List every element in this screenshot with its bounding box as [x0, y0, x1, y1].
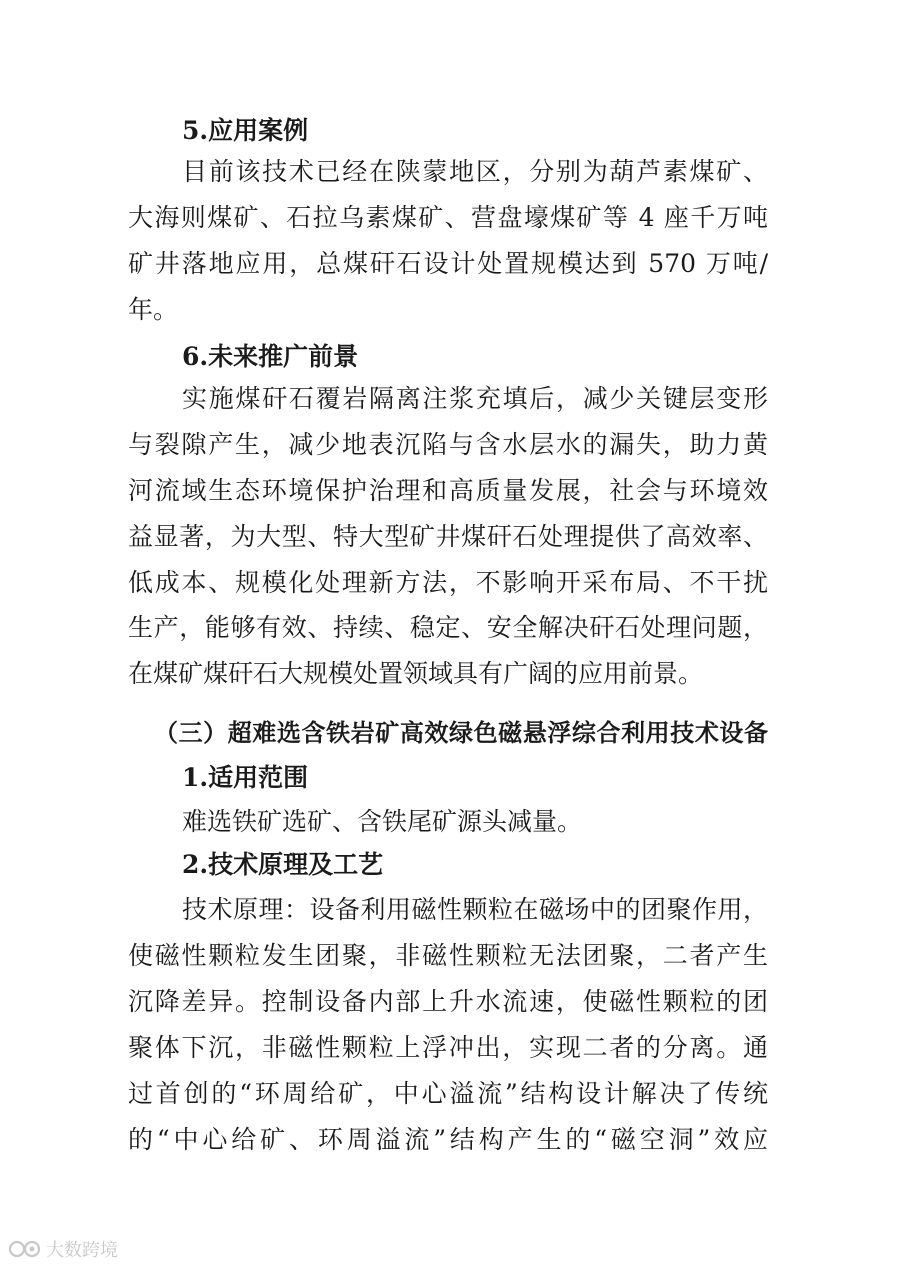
watermark-logo-icon	[8, 1238, 42, 1260]
watermark	[8, 1236, 118, 1262]
heading-application-cases: 5.应用案例	[182, 116, 309, 145]
paragraph-line: 与裂隙产生，减少地表沉陷与含水层水的漏失，助力黄	[128, 430, 768, 459]
paragraph-line: 矿井落地应用，总煤矸石设计处置规模达到 570 万吨/	[128, 249, 768, 278]
paragraph-line: 实施煤矸石覆岩隔离注浆充填后，减少关键层变形	[182, 384, 768, 413]
paragraph-line: 沉降差异。控制设备内部上升水流速，使磁性颗粒的团	[128, 987, 768, 1016]
paragraph-line: 生产，能够有效、持续、稳定、安全解决矸石处理问题，	[128, 613, 768, 642]
paragraph-line: 过首创的“环周给矿，中心溢流”结构设计解决了传统	[128, 1079, 768, 1108]
paragraph-line: 目前该技术已经在陕蒙地区，分别为葫芦素煤矿、	[182, 157, 768, 186]
paragraph-line: 在煤矿煤矸石大规模处置领域具有广阔的应用前景。	[128, 659, 704, 688]
paragraph-line: 大海则煤矿、石拉乌素煤矿、营盘壕煤矿等 4 座千万吨	[128, 203, 768, 232]
paragraph-line: 河流域生态环境保护治理和高质量发展，社会与环境效	[128, 476, 768, 505]
paragraph-line: 年。	[128, 295, 179, 324]
paragraph-line: 技术原理：设备利用磁性颗粒在磁场中的团聚作用，	[182, 895, 768, 924]
watermark-text: 大数跨境	[46, 1240, 118, 1261]
paragraph-line: 的“中心给矿、环周溢流”结构产生的“磁空洞”效应	[128, 1125, 768, 1154]
heading-principle: 2.技术原理及工艺	[182, 850, 384, 879]
paragraph-line: 聚体下沉，非磁性颗粒上浮冲出，实现二者的分离。通	[128, 1033, 768, 1062]
paragraph-line: 益显著，为大型、特大型矿井煤矸石处理提供了高效率、	[128, 522, 768, 551]
paragraph-line: 使磁性颗粒发生团聚，非磁性颗粒无法团聚，二者产生	[128, 941, 768, 970]
paragraph-line: 低成本、规模化处理新方法，不影响开采布局、不干扰	[128, 568, 768, 597]
section-title: （三）超难选含铁岩矿高效绿色磁悬浮综合利用技术设备	[154, 718, 768, 747]
heading-future-prospects: 6.未来推广前景	[182, 342, 359, 371]
paragraph-line: 难选铁矿选矿、含铁尾矿源头减量。	[182, 807, 583, 836]
heading-scope: 1.适用范围	[182, 763, 309, 792]
